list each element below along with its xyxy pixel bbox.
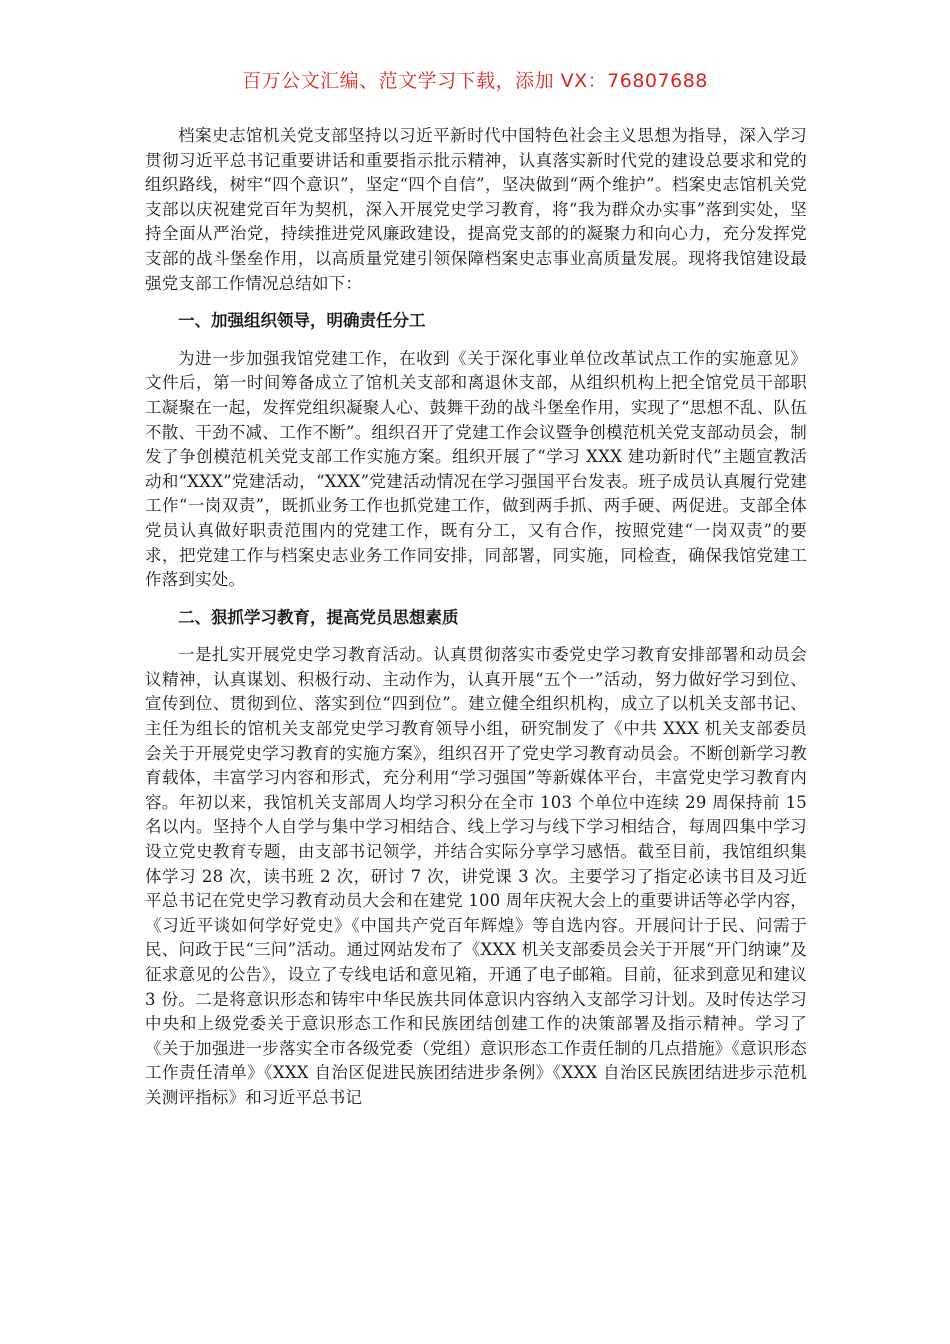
document-body: [145, 124, 807, 1111]
section-heading-2: 二、狠抓学习教育，提高党员思想素质: [178, 607, 459, 627]
banner-text: 百万公文汇编、范文学习下载，添加 VX：76807688: [242, 70, 708, 92]
section-1-paragraph: 为进一步加强我馆党建工作，在收到《关于深化事业单位改革试点工作的实施意见》文件后，第一时间筹备成立了馆机关支部和离退休支部，从组织机构上把全馆党员干部职工凝聚在一起，发挥党组织凝聚人心、鼓舞干劲的战斗堡垒作用，实现了“思想不乱、队伍不散、干劲不减、工作不断”。组织召开了党建工作会议暨争创模范机关党支部动员会，制发了争创模范机关党支部工作实施方案。组织开展了“学习 XXX 建功新时代”主题宣教活动和“XXX”党建活动，“XXX”党建活动情况在学习强国平台发表。班子成员认真履行党建工作“一岗双责”，既抓业务工作也抓党建工作，做到两手抓、两手硬、两促进。支部全体党员认真做好职责范围内的党建工作，既有分工，又有合作，按照党建“一岗双责”的要求，把党建工作与档案史志业务工作同安排，同部署，同实施，同检查，确保我馆党建工作落到实处。: [145, 348, 807, 590]
intro-paragraph: 档案史志馆机关党支部坚持以习近平新时代中国特色社会主义思想为指导，深入学习贯彻习近平总书记重要讲话和重要指示批示精神，认真落实新时代党的建设总要求和党的组织路线，树牢“四个意识”，坚定“四个自信”，坚决做到“两个维护”。档案史志馆机关党支部以庆祝建党百年为契机，深入开展党史学习教育，将“我为群众办实事”落到实处，坚持全面从严治党，持续推进党风廉政建设，提高党支部的的凝聚力和向心力，充分发挥党支部的战斗堡垒作用，以高质量党建引领保障档案史志事业高质量发展。现将我馆建设最强党支部工作情况总结如下：: [145, 126, 807, 293]
section-heading-1: 一、加强组织领导，明确责任分工: [178, 311, 426, 331]
section-2-paragraph: 一是扎实开展党史学习教育活动。认真贯彻落实市委党史学习教育安排部署和动员会议精神，认真谋划、积极行动、主动作为，认真开展“五个一”活动，努力做好学习到位、宣传到位、贯彻到位、落实到位“四到位”。建立健全组织机构，成立了以机关支部书记、主任为组长的馆机关支部党史学习教育领导小组，研究制发了《中共 XXX 机关支部委员会关于开展党史学习教育的实施方案》，组织召开了党史学习教育动员会。不断创新学习教育载体，丰富学习内容和形式，充分利用“学习强国”等新媒体平台，丰富党史学习教育内容。年初以来，我馆机关支部周人均学习积分在全市 103 个单位中连续 29 周保持前 15 名以内。坚持个人自学与集中学习相结合、线上学习与线下学习相结合，每周四集中学习设立党史教育专题，由支部书记领学，并结合实际分享学习感悟。截至目前，我馆组织集体学习 28 次，读书班 2 次，研讨 7 次，讲党课 3 次。主要学习了指定必读书目及习近平总书记在党史学习教育动员大会和在建党 100 周年庆祝大会上的重要讲话等必学内容，《习近平谈如何学好党史》《中国共产党百年辉煌》等自选内容。开展问计于民、问需于民、问政于民“三问”活动。通过网站发布了《XXX 机关支部委员会关于开展“开门纳谏”及征求意见的公告》，设立了专线电话和意见箱，开通了电子邮箱。目前，征求到意见和建议 3 份。二是将意识形态和铸牢中华民族共同体意识内容纳入支部学习计划。及时传达学习中央和上级党委关于意识形态工作和民族团结创建工作的决策部署及指示精神。学习了《关于加强进一步落实全市各级党委（党组）意识形态工作责任制的几点措施》《意识形态工作责任清单》《XXX 自治区促进民族团结进步条例》《XXX 自治区民族团结进步示范机关测评指标》和习近平总书记: [145, 645, 807, 1107]
